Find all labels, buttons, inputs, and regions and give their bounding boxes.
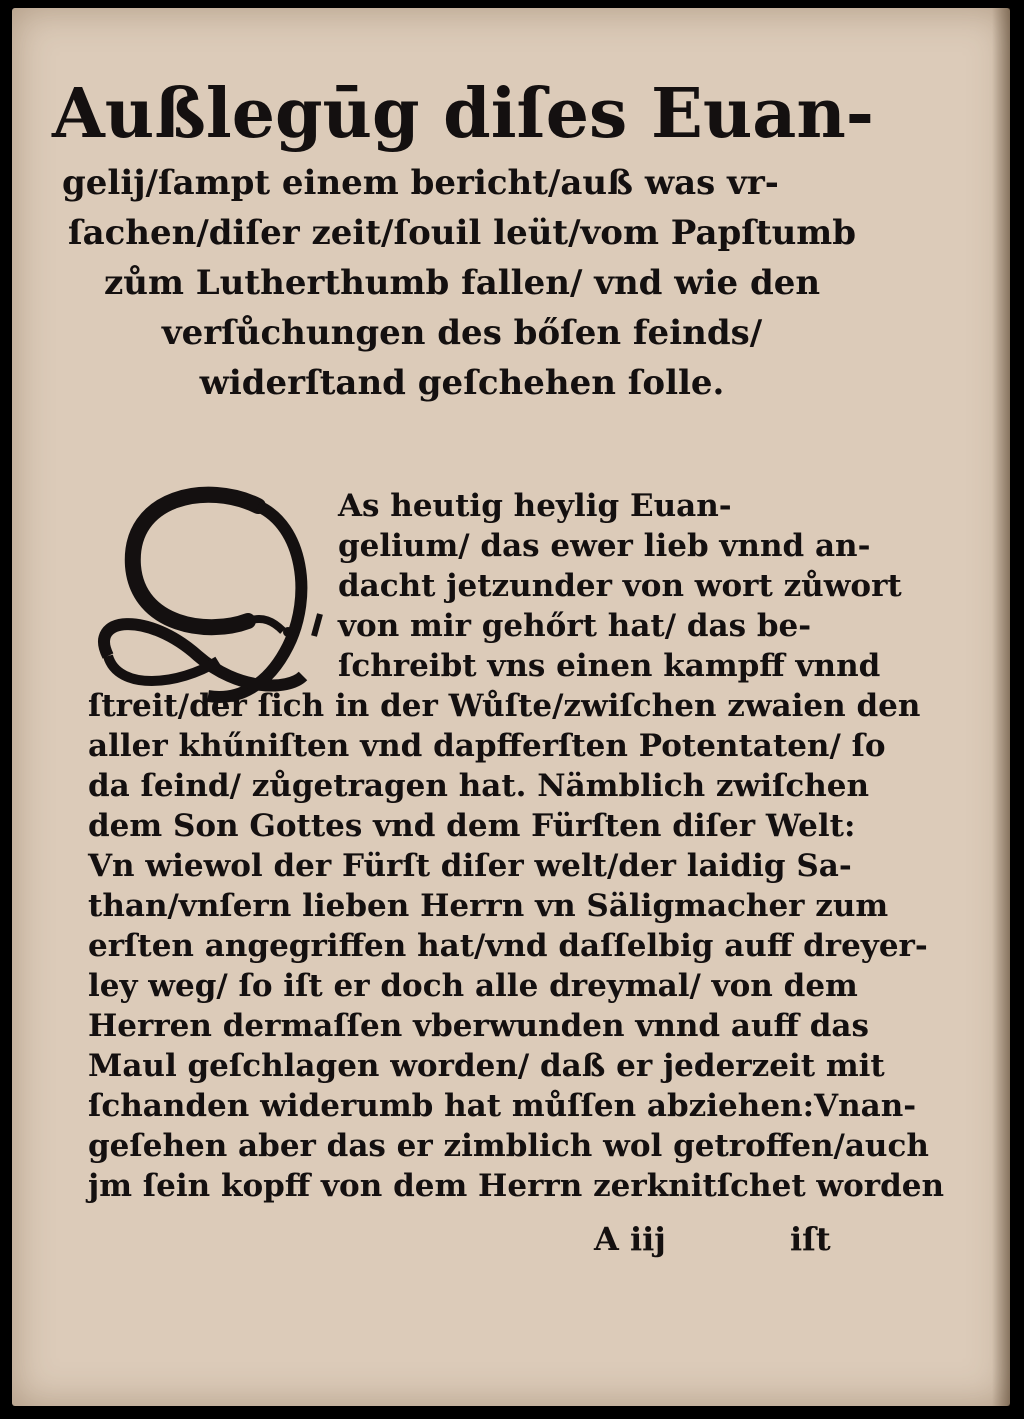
book-page [12, 8, 1010, 1406]
body-line: jm ſein kopff von dem Herrn zerknitſchet worden [88, 1168, 945, 1204]
body-line: ſchanden widerumb hat můſſen abziehen:Vnan- [88, 1088, 917, 1124]
body-line: ley weg/ ſo iſt er doch alle dreymal/ von dem [88, 968, 858, 1004]
body-line: geſehen aber das er zimblich wol getroffen/auch [88, 1128, 929, 1164]
body-line: than/vnſern lieben Herrn vn Säligmacher zum [88, 888, 889, 924]
body-line: dem Son Gottes vnd dem Fürſten diſer Welt: [88, 808, 856, 844]
heading-line-1: Außlegūg diſes Euan- [52, 74, 875, 154]
body-line: Vn wiewol der Fürſt diſer welt/der laidig Sa- [88, 848, 852, 884]
body-line: Herren dermaſſen vberwunden vnnd auff das [88, 1008, 869, 1044]
heading-line-5: verſůchungen des bőſen feinds/ [161, 313, 763, 354]
signature-mark: A iij [594, 1220, 666, 1258]
body-text [88, 486, 945, 1206]
heading-line-4: zům Lutherthumb fallen/ vnd wie den [103, 263, 821, 304]
body-line: ſchreibt vns einen kampff vnnd [338, 648, 881, 684]
body-line: erſten angegriffen hat/vnd daſſelbig auff dreyer- [88, 928, 928, 964]
body-line: As heutig heylig Euan- [338, 488, 732, 524]
body-line: aller khűniſten vnd dapfferſten Potentaten/ ſo [88, 728, 886, 764]
body-line: Maul geſchlagen worden/ daß er jederzeit mit [88, 1048, 885, 1084]
heading-line-3: ſachen/diſer zeit/ſouil leüt/vom Papſtumb [67, 213, 857, 254]
body-line: ſtreit/der ſich in der Wůſte/zwiſchen zwaien den [88, 688, 921, 724]
body-line: da ſeind/ zůgetragen hat. Nämblich zwiſchen [88, 768, 869, 804]
decorated-initial-d [88, 486, 328, 716]
page-heading [52, 70, 875, 408]
body-line: gelium/ das ewer lieb vnnd an- [338, 528, 871, 564]
catchword: iſt [790, 1220, 831, 1258]
body-line: von mir gehőrt hat/ das be- [338, 608, 812, 644]
heading-line-6: widerſtand geſchehen ſolle. [199, 363, 725, 404]
body-line: dacht jetzunder von wort zůwort [338, 568, 902, 604]
heading-line-2: gelij/ſampt einem bericht/auß was vr- [62, 163, 779, 204]
page-footer [12, 1220, 1010, 1270]
